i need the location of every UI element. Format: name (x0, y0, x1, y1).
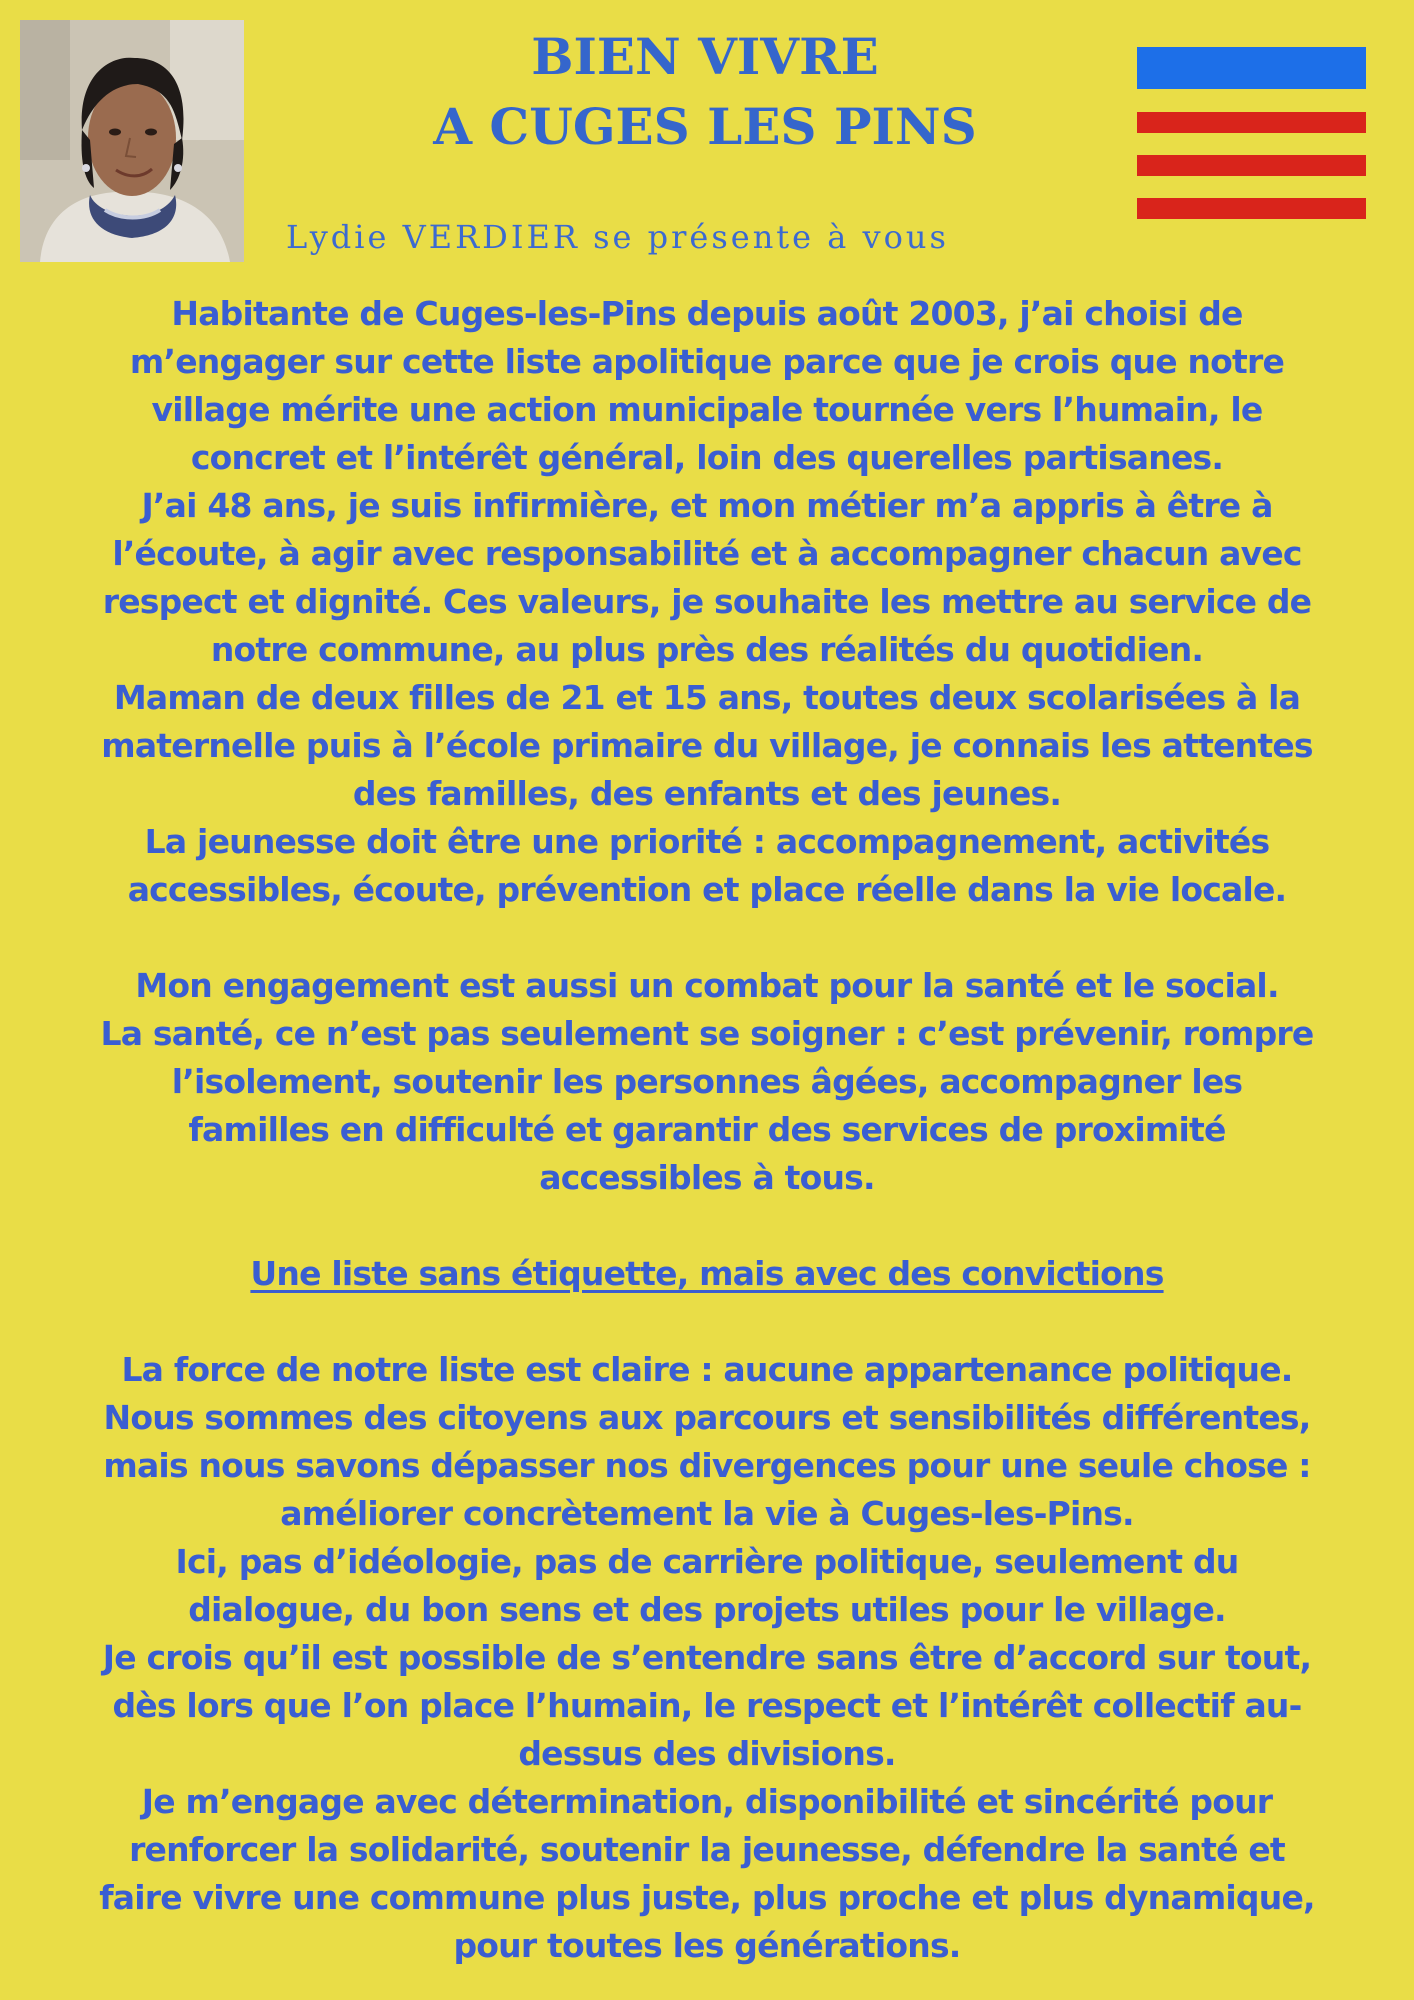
text-line: améliorer concrètement la vie à Cuges-les-Pins. (280, 1494, 1134, 1533)
subtitle: Lydie VERDIER se présente à vous (286, 218, 949, 256)
text-line: mais nous savons dépasser nos divergences pour une seule chose : (103, 1446, 1311, 1485)
flag-stripe-red-2 (1137, 155, 1366, 176)
flag-stripe-red-3 (1137, 198, 1366, 219)
text-line: accessibles à tous. (539, 1158, 875, 1197)
letter-body (40, 290, 1374, 1970)
text-line: Ici, pas d’idéologie, pas de carrière politique, seulement du (175, 1542, 1239, 1581)
text-line: l’isolement, soutenir les personnes âgées, accompagner les (171, 1062, 1243, 1101)
text-line: Mon engagement est aussi un combat pour la santé et le social. (135, 966, 1279, 1005)
text-line: Habitante de Cuges-les-Pins depuis août 2003, j’ai choisi de (171, 294, 1243, 333)
paragraph-list (40, 1346, 1374, 1970)
text-line: accessibles, écoute, prévention et place réelle dans la vie locale. (127, 870, 1287, 909)
text-line: m’engager sur cette liste apolitique parce que je crois que notre (129, 342, 1285, 381)
text-line: La santé, ce n’est pas seulement se soigner : c’est prévenir, rompre (100, 1014, 1314, 1053)
paragraph-intro (40, 290, 1374, 914)
text-line: renforcer la solidarité, soutenir la jeunesse, défendre la santé et (129, 1830, 1285, 1869)
text-line: pour toutes les générations. (453, 1926, 961, 1965)
text-line: Je crois qu’il est possible de s’entendre sans être d’accord sur tout, (102, 1638, 1312, 1677)
text-line: familles en difficulté et garantir des services de proximité (188, 1110, 1226, 1149)
text-line: concret et l’intérêt général, loin des querelles partisanes. (190, 438, 1224, 477)
spacer (40, 914, 1374, 962)
text-line: La force de notre liste est claire : aucune appartenance politique. (121, 1350, 1293, 1389)
text-line: J’ai 48 ans, je suis infirmière, et mon métier m’a appris à être à (141, 486, 1273, 525)
page-title-line-2: A CUGES LES PINS (433, 97, 977, 156)
text-line: Nous sommes des citoyens aux parcours et sensibilités différentes, (103, 1398, 1311, 1437)
text-line: Maman de deux filles de 21 et 15 ans, toutes deux scolarisées à la (113, 678, 1301, 717)
text-line: dessus des divisions. (518, 1734, 896, 1773)
flag-emblem (1137, 47, 1366, 219)
flag-stripe-blue (1137, 47, 1366, 89)
text-line: l’écoute, à agir avec responsabilité et à accompagner chacun avec (112, 534, 1302, 573)
text-line: village mérite une action municipale tournée vers l’humain, le (151, 390, 1263, 429)
text-line: faire vivre une commune plus juste, plus proche et plus dynamique, (99, 1878, 1315, 1917)
page-title (330, 22, 1080, 162)
text-line: La jeunesse doit être une priorité : accompagnement, activités (144, 822, 1270, 861)
spacer (40, 1202, 1374, 1250)
text-line: Je m’engage avec détermination, disponibilité et sincérité pour (141, 1782, 1273, 1821)
text-line: notre commune, au plus près des réalités du quotidien. (210, 630, 1204, 669)
candidate-photo (20, 20, 244, 262)
spacer (40, 1298, 1374, 1346)
text-line: dialogue, du bon sens et des projets utiles pour le village. (188, 1590, 1226, 1629)
paragraph-health (40, 962, 1374, 1202)
text-line: des familles, des enfants et des jeunes. (352, 774, 1062, 813)
text-line: dès lors que l’on place l’humain, le respect et l’intérêt collectif au- (112, 1686, 1302, 1725)
text-line: respect et dignité. Ces valeurs, je souhaite les mettre au service de (102, 582, 1312, 621)
text-line: maternelle puis à l’école primaire du village, je connais les attentes (101, 726, 1313, 765)
flag-stripe-red-1 (1137, 112, 1366, 133)
section-heading: Une liste sans étiquette, mais avec des convictions (250, 1254, 1164, 1293)
page-title-line-1: BIEN VIVRE (531, 27, 879, 86)
portrait-illustration (20, 20, 244, 262)
